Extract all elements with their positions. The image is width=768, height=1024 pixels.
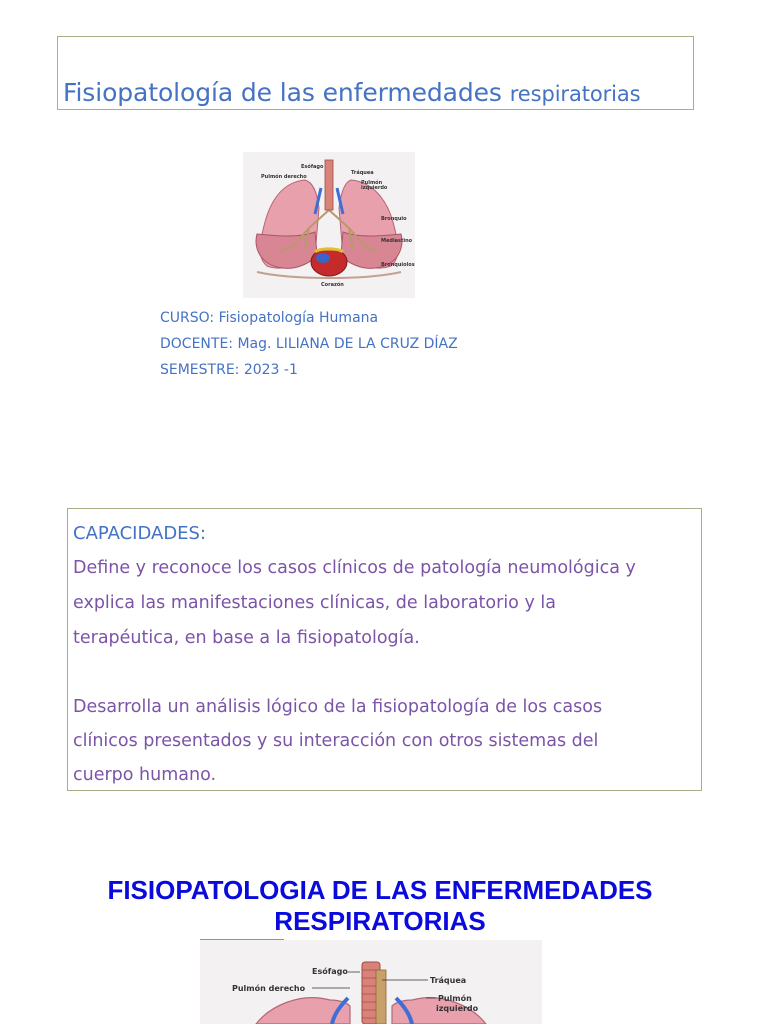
section-title-line1: FISIOPATOLOGIA DE LAS ENFERMEDADES bbox=[107, 875, 653, 905]
page-title bbox=[63, 78, 641, 107]
capacidades-line: Define y reconoce los casos clínicos de patología neumológica y bbox=[73, 558, 636, 578]
capacidades-line: clínicos presentados y su interacción con otros sistemas del bbox=[73, 731, 599, 751]
label-pulmon-derecho: Pulmón derecho bbox=[261, 174, 307, 180]
label-pulmon-izq-1: Pulmón bbox=[438, 994, 472, 1003]
label-traquea: Tráquea bbox=[351, 170, 374, 176]
respiratory-system-illustration bbox=[243, 152, 415, 298]
lungs-diagram bbox=[243, 152, 415, 298]
lungs-diagram-large bbox=[200, 940, 542, 1024]
label-pulmon-izq-2: izquierdo bbox=[361, 185, 388, 191]
capacidades-line: Desarrolla un análisis lógico de la fisiopatología de los casos bbox=[73, 697, 603, 717]
label-traquea: Tráquea bbox=[430, 976, 467, 985]
course-name: CURSO: Fisiopatología Humana bbox=[160, 310, 379, 326]
label-bronquio: Bronquio bbox=[381, 216, 407, 222]
respiratory-system-illustration-large bbox=[200, 940, 542, 1024]
label-esofago: Esófago bbox=[312, 967, 348, 976]
course-semester: SEMESTRE: 2023 -1 bbox=[160, 362, 298, 378]
label-pulmon-derecho: Pulmón derecho bbox=[232, 984, 306, 993]
capacidades-heading: CAPACIDADES: bbox=[73, 523, 207, 544]
label-pulmon-izq-2: izquierdo bbox=[436, 1004, 479, 1013]
section-title-line2: RESPIRATORIAS bbox=[274, 906, 486, 936]
capacidades-line: cuerpo humano. bbox=[73, 765, 217, 785]
label-mediastino: Mediastino bbox=[381, 238, 413, 244]
title-small: respiratorias bbox=[509, 82, 641, 106]
label-bronquiolos: Bronquiolos bbox=[381, 262, 415, 268]
label-pulmon-izq-1: Pulmón bbox=[361, 180, 383, 186]
course-teacher: DOCENTE: Mag. LILIANA DE LA CRUZ DÍAZ bbox=[160, 336, 458, 352]
capacidades-line: explica las manifestaciones clínicas, de laboratorio y la bbox=[73, 593, 556, 613]
label-corazon: Corazón bbox=[321, 282, 344, 288]
title-main: Fisiopatología de las enfermedades bbox=[63, 78, 502, 107]
capacidades-line: terapéutica, en base a la fisiopatología. bbox=[73, 628, 420, 648]
label-esofago: Esófago bbox=[301, 164, 324, 170]
